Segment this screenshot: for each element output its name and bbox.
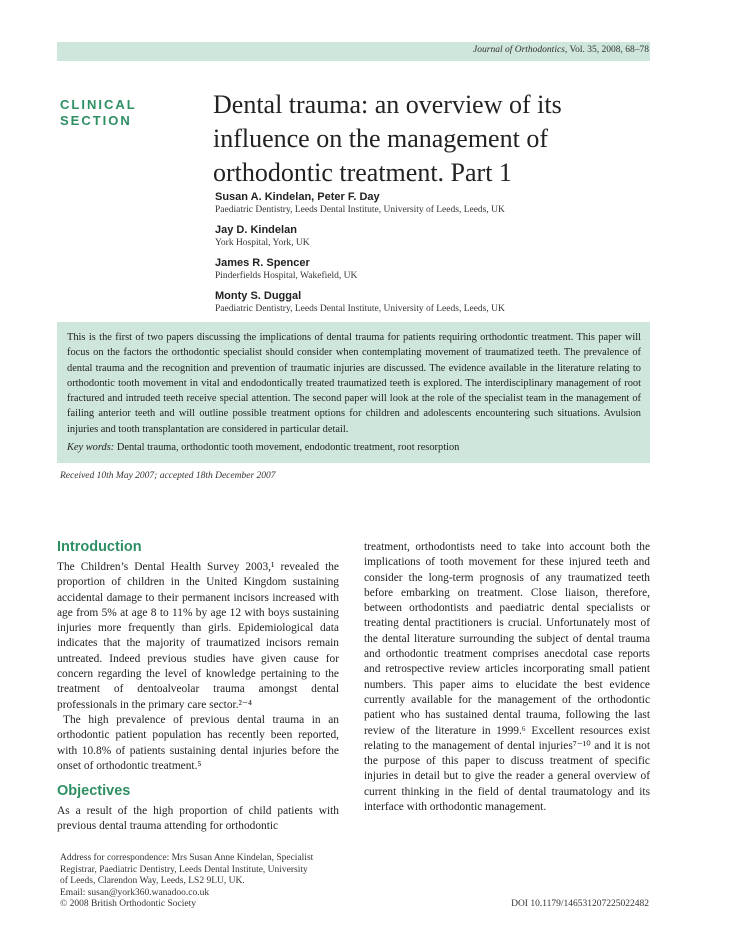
address-line: Address for correspondence: Mrs Susan Anne Kindelan, Specialist (60, 853, 314, 863)
doi: DOI 10.1179/146531207225022482 (511, 899, 649, 909)
objectives-heading: Objectives (57, 783, 131, 800)
introduction-paragraph: The high prevalence of previous dental trauma in an orthodontic patient population has recently been reported, with 10.8% of patients sustaining dental injuries before the onset of orthodontic treatment.⁵ (57, 713, 339, 772)
author-block (215, 256, 645, 283)
left-column (57, 538, 339, 835)
section-label: CLINICAL SECTION (60, 97, 137, 128)
correspondence-address (60, 853, 350, 911)
right-column (364, 540, 650, 815)
abstract-box (57, 322, 650, 463)
author-affiliation: Pinderfields Hospital, Wakefield, UK (215, 271, 358, 281)
keywords-list: Dental trauma, orthodontic tooth movement, endodontic treatment, root resorption (114, 442, 460, 454)
email-line: Email: susan@york360.wanadoo.co.uk (60, 887, 210, 898)
author-name: Monty S. Duggal (215, 290, 302, 302)
author-name: Jay D. Kindelan (215, 224, 297, 236)
address-line: Registrar, Paediatric Dentistry, Leeds Dental Institute, University (60, 864, 308, 875)
introduction-paragraph: The Children’s Dental Health Survey 2003,¹ revealed the proportion of children in the United Kingdom sustaining accidental damage to their permanent incisors increased with age from 5% at age 8 to 11% by age 12 with boys sustaining injuries more frequently than girls. Epidemiological data indicates that the majority of traumatized incisors remain untreated. Indeed previous studies have given cause for concern regarding the level of knowledge pertaining to the treatment of dentoalveolar trauma amongst dental professionals in the primary care sector.²⁻⁴ (57, 561, 339, 711)
author-list (215, 190, 645, 322)
introduction-heading: Introduction (57, 539, 142, 555)
copyright-line: © 2008 British Orthodontic Society (60, 899, 196, 909)
author-block (215, 190, 645, 217)
author-block (215, 223, 645, 250)
author-affiliation: Paediatric Dentistry, Leeds Dental Institute, University of Leeds, Leeds, UK (215, 205, 505, 215)
journal-volume: Vol. 35, 2008, 68–78 (567, 45, 649, 55)
author-affiliation: Paediatric Dentistry, Leeds Dental Institute, University of Leeds, Leeds, UK (215, 304, 505, 314)
article-title: Dental trauma: an overview of its influence on the management of orthodontic treatment. Part 1 (213, 90, 562, 187)
abstract-text: This is the first of two papers discussing the implications of dental trauma for patients requiring orthodontic treatment. This paper will focus on the factors the orthodontic specialist should consider when contemplating movement of traumatized teeth. The prevalence of dental trauma and the recognition and prevention of traumatic injuries are discussed. The evidence available in the literature relating to orthodontic tooth movement in vital and endodontically treated traumatized teeth is explored. The interdisciplinary management of root fractured and intruded teeth receive special attention. The second paper will look at the role of the specialist team in the management of failing anterior teeth and will outline possible treatment options for children and adolescents encountering such situations. Avulsion injuries and tooth transplantation are considered in particular detail. (67, 332, 641, 435)
objectives-paragraph: As a result of the high proportion of child patients with previous dental trauma attending for orthodontic (57, 805, 339, 833)
journal-citation (473, 45, 649, 55)
author-affiliation: York Hospital, York, UK (215, 238, 310, 248)
author-block (215, 289, 645, 316)
journal-name: Journal of Orthodontics, (473, 45, 568, 55)
author-name: Susan A. Kindelan, Peter F. Day (215, 191, 380, 203)
keywords (67, 441, 641, 455)
body-paragraph: treatment, orthodontists need to take into account both the implications of tooth movement for these injured teeth and consider the long-term prognosis of any traumatized teeth before embarking on treatment. Close liaison, therefore, between orthodontists and paediatric dental specialists or treating dental practitioners is crucial. Unfortunately most of the dental literature surrounding the subject of dental trauma and orthodontic treatment comprises anecdotal case reports and retrospective review articles incorporating small patient numbers. This paper aims to elucidate the best evidence currently available for the management of the orthodontic patient who has sustained dental trauma, following the last review of the literature in 1999.⁶ Excellent resources exist relating to the management of dental injuries⁷⁻¹⁰ and it is not the purpose of this paper to discuss treatment of specific injuries in detail but to give the reader a general overview of current thinking in the field of dental traumatology and its interface with orthodontic management. (364, 541, 650, 814)
address-line: of Leeds, Clarendon Way, Leeds, LS2 9LU, UK. (60, 876, 245, 886)
received-dates: Received 10th May 2007; accepted 18th December 2007 (60, 471, 276, 481)
keywords-label: Key words: (67, 442, 115, 454)
author-name: James R. Spencer (215, 257, 310, 269)
